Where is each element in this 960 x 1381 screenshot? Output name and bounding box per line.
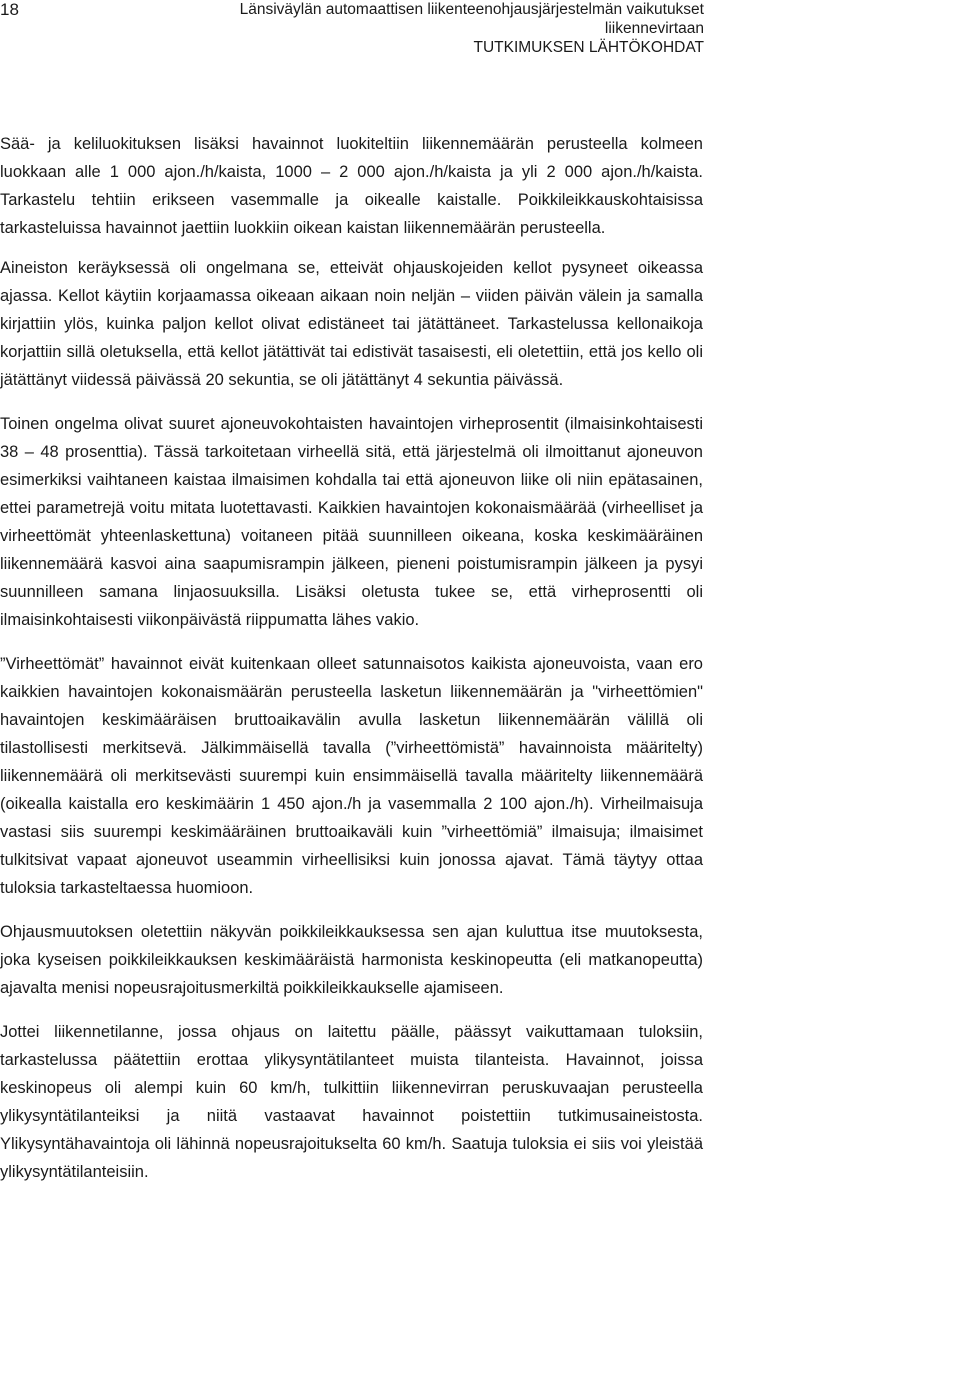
page-header <box>0 0 960 60</box>
paragraph-classification: Sää- ja keliluokituksen lisäksi havainnot luokiteltiin liikennemäärän perusteella kolmeen luokkaan alle 1 000 ajon./h/kaista, 1000 – 2 000 ajon./h/kaista ja yli 2 000 ajon./h/kaista. Tarkastelu tehtiin erikseen vasemmalle ja oikealle kaistalle. Poikkileikkauskohtaisissa tarkasteluissa havainnot jaettiin luokkiin oikean kaistan liikennemäärän perusteella. <box>0 135 703 237</box>
paragraph-error-rates: Toinen ongelma olivat suuret ajoneuvokohtaisten havaintojen virheprosentit (ilmaisinkohtaisesti 38 – 48 prosenttia). Tässä tarkoitetaan virheellä sitä, että järjestelmä oli ilmoittanut ajoneuvon esimerkiksi vaihtaneen kaistaa ilmaisimen kohdalla tai että ajoneuvon liike oli niin epätasainen, ettei parametrejä voitu mitata luotettavasti. Kaikkien havaintojen kokonaismäärää (virheelliset ja virheettömät yhteenlaskettuna) voitaneen pitää suunnilleen oikeana, koska keskimääräinen liikennemäärä kasvoi aina saapumisrampin jälkeen, pieneni poistumisrampin jälkeen ja pysyi suunnilleen samana linjaosuuksilla. Lisäksi oletusta tukee se, että virheprosentti oli ilmaisinkohtaisesti viikonpäivästä riippumatta lähes vakio. <box>0 415 703 629</box>
running-title-line-1: Länsiväylän automaattisen liikenteenohjausjärjestelmän vaikutukset <box>239 1 704 18</box>
running-title-line-2: liikennevirtaan <box>604 20 704 37</box>
paragraph-clock-problem: Aineiston keräyksessä oli ongelmana se, etteivät ohjauskojeiden kellot pysyneet oikeassa ajassa. Kellot käytiin korjaamassa oikeaan aikaan noin neljän – viiden päivän välein ja samalla kirjattiin ylös, kuinka paljon kellot olivat edistäneet tai jätättäneet. Tarkastelussa kellonaikoja korjattiin sillä oletuksella, että kellot jätättivät tai edistivät tasaisesti, eli oletettiin, että jos kello oli jätättänyt viidessä päivässä 20 sekuntia, se oli jätättänyt 4 sekuntia päivässä. <box>0 259 703 389</box>
page-number: 18 <box>0 0 19 19</box>
body-text <box>0 130 703 1202</box>
paragraph-error-free-observations: ”Virheettömät” havainnot eivät kuitenkaan olleet satunnaisotos kaikista ajoneuvoista, vaan ero kaikkien havaintojen kokonaismäärän perusteella lasketun liikennemäärän ja "virheettömien" havaintojen keskimääräisen bruttoaikavälin avulla lasketun liikennemäärän välillä oli tilastollisesti merkitsevä. Jälkimmäisellä tavalla (”virheettömistä” havainnoista määritelty) liikennemäärä oli merkitsevästi suurempi kuin ensimmäisellä tavalla määritelty liikennemäärä (oikealla kaistalla ero keskimäärin 1 450 ajon./h ja vasemmalla 2 100 ajon./h). Virheilmaisuja vastasi siis suurempi keskimääräinen bruttoaikaväli kuin ”virheettömiä” ilmaisuja; ilmaisimet tulkitsivat vapaat ajoneuvot useammin virheellisiksi kuin jonossa ajavat. Tämä täytyy ottaa tuloksia tarkasteltaessa huomioon. <box>0 655 703 897</box>
paragraph-control-change: Ohjausmuutoksen oletettiin näkyvän poikkileikkauksessa sen ajan kuluttua itse muutoksesta, joka kyseisen poikkileikkauksen keskimääräistä harmonista keskinopeutta (eli matkanopeutta) ajavalta menisi nopeusrajoitusmerkiltä poikkileikkaukselle ajamiseen. <box>0 923 703 997</box>
running-title <box>240 0 704 57</box>
running-title-line-3: TUTKIMUKSEN LÄHTÖKOHDAT <box>473 39 704 56</box>
paragraph-overdemand: Jottei liikennetilanne, jossa ohjaus on laitettu päälle, päässyt vaikuttamaan tuloksiin, tarkastelussa päätettiin erottaa ylikysyntätilanteet muista tilanteista. Havainnot, joissa keskinopeus oli alempi kuin 60 km/h, tulkittiin liikennevirran peruskuvaajan perusteella ylikysyntätilanteiksi ja niitä vastaavat havainnot poistettiin tutkimusaineistosta. Ylikysyntähavaintoja oli lähinnä nopeusrajoitukselta 60 km/h. Saatuja tuloksia ei siis voi yleistää ylikysyntätilanteisiin. <box>0 1023 703 1181</box>
